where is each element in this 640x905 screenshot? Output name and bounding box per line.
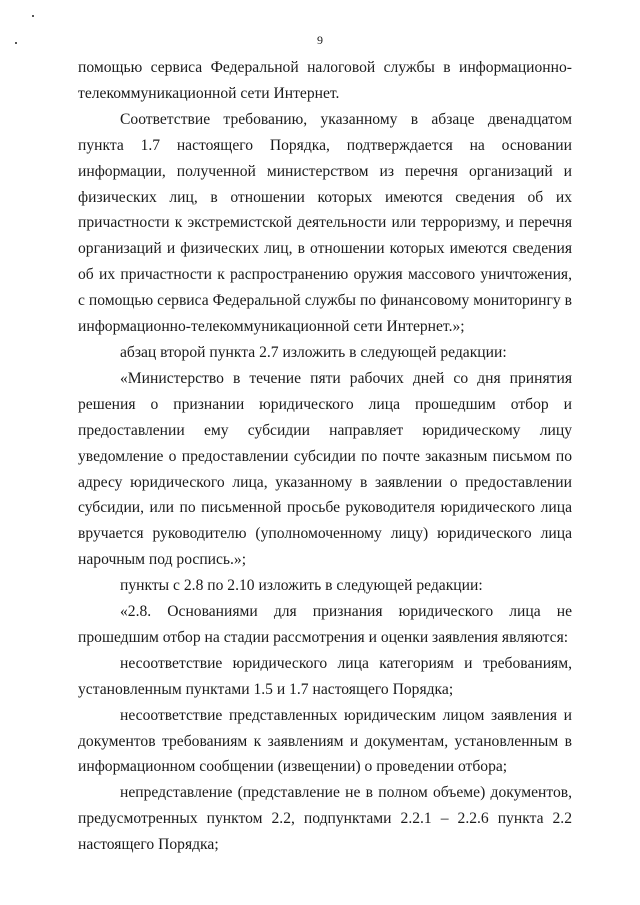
paragraph-ground-category-mismatch: несоответствие юридического лица категориям и требованиям, установленным пунктами 1.5 и 1.7 настоящего Порядка; xyxy=(78,654,572,698)
paragraph-ministry-notification: «Министерство в течение пяти рабочих дней со дня принятия решения о признании юридического лица прошедшим отбор и предоставлении ему субсидии направляет юридическому лицу уведомление о предоставлении субсидии по почте заказным письмом по адресу юридического лица, указанному в заявлении о предоставлении субсидии, или по письменной просьбе руководителя юридического лица вручается руководителю (уполномоченному лицу) юридического лица нарочным под роспись.»; xyxy=(78,369,572,569)
paragraph-ground-documents-mismatch: несоответствие представленных юридическим лицом заявления и документов требованиям к заявлениям и документам, установленным в информационном сообщении (извещении) о проведении отбора; xyxy=(78,706,572,776)
paragraph-amend-2-7: абзац второй пункта 2.7 изложить в следующей редакции: xyxy=(120,343,507,361)
document-body xyxy=(78,55,572,858)
paragraph-2-8-grounds: «2.8. Основаниями для признания юридического лица не прошедшим отбор на стадии рассмотрения и оценки заявления являются: xyxy=(78,603,572,646)
scan-artifact-top xyxy=(32,15,34,17)
paragraph-continuation: помощью сервиса Федеральной налоговой службы в информационно-телекоммуникационной сети Интернет. xyxy=(78,59,572,102)
page-number: 9 xyxy=(317,33,323,47)
paragraph-amend-2-8-2-10: пункты с 2.8 по 2.10 изложить в следующей редакции: xyxy=(120,577,483,595)
paragraph-compliance-requirement: Соответствие требованию, указанному в абзаце двенадцатом пункта 1.7 настоящего Порядка, подтверждается на основании информации, полученной министерством из перечня организаций и физических лиц, в отношении которых имеются сведения об их причастности к экстремистской деятельности или терроризму, и перечня организаций и физических лиц, в отношении которых имеются сведения об их причастности к распространению оружия массового уничтожения, с помощью сервиса Федеральной службы по финансовому мониторингу в информационно-телекоммуникационной сети Интернет.»; xyxy=(78,110,572,336)
paragraph-ground-missing-documents: непредставление (представление не в полном объеме) документов, предусмотренных пунктом 2.2, подпунктами 2.2.1 – 2.2.6 пункта 2.2 настоящего Порядка; xyxy=(78,784,572,854)
